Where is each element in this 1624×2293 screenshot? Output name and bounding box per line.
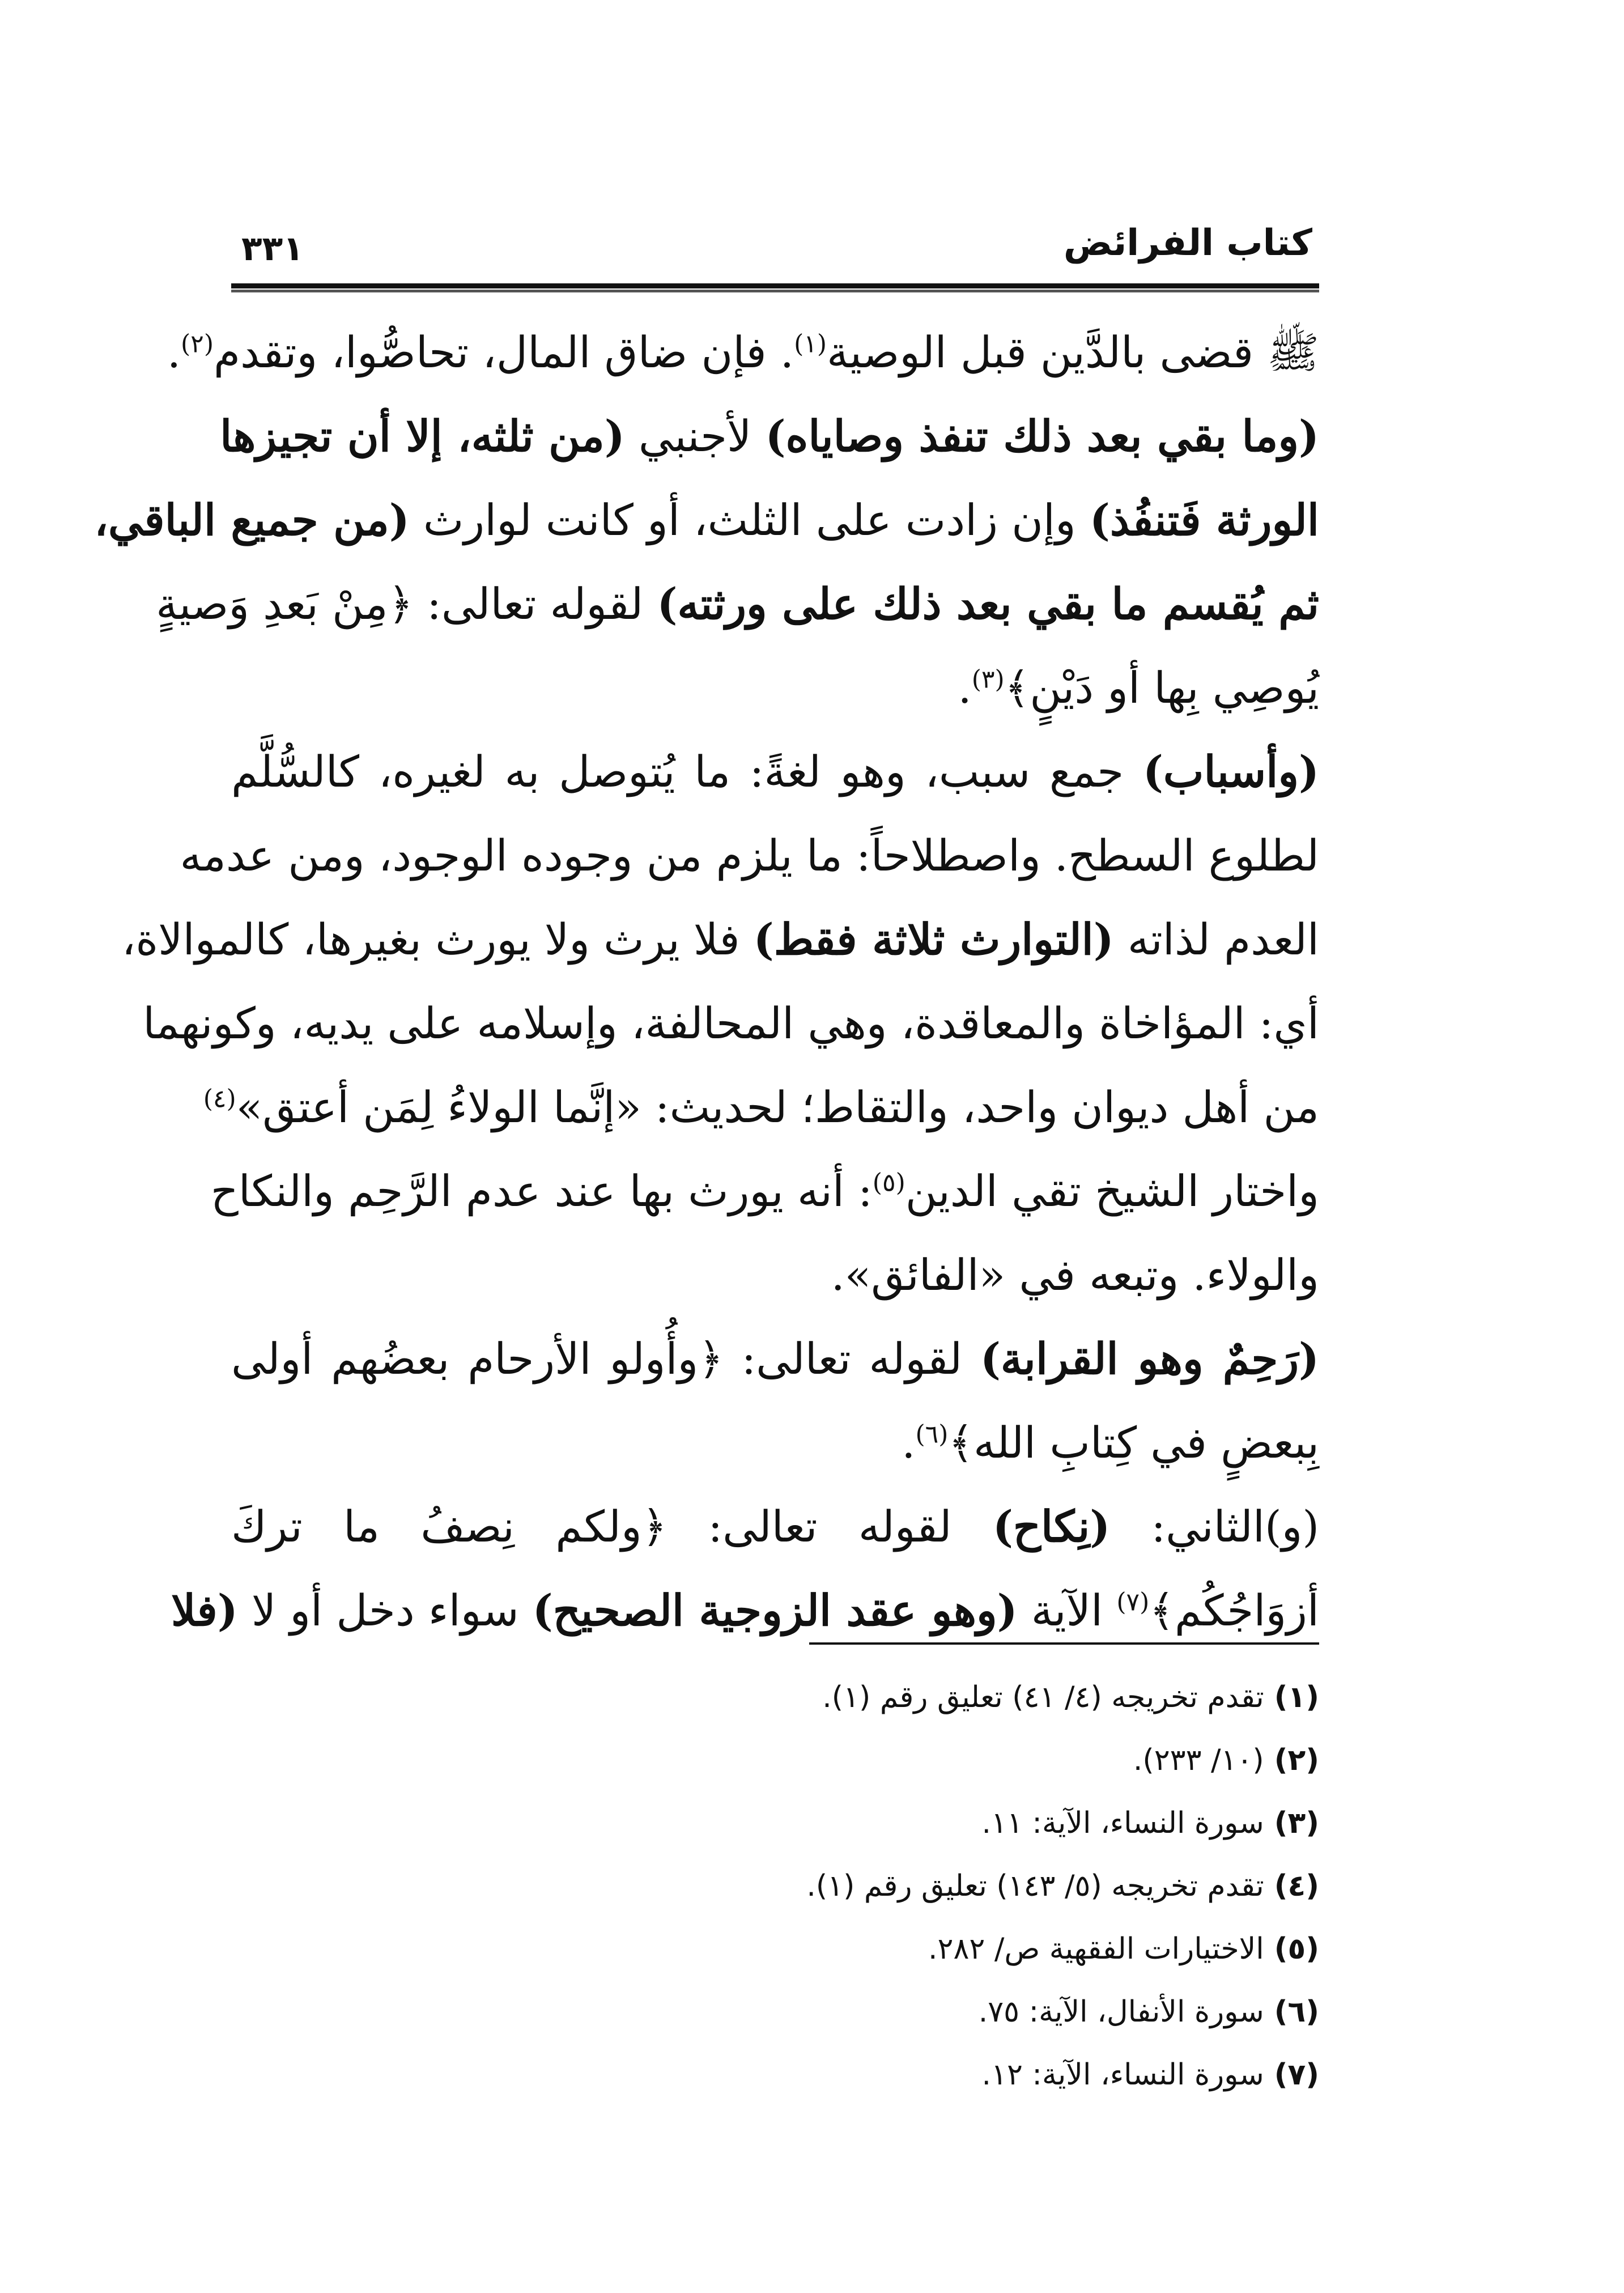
text-segment: الآية bbox=[1017, 1585, 1117, 1636]
footnote-number: (١) bbox=[1274, 1680, 1319, 1714]
page-number: ٣٣١ bbox=[241, 229, 304, 269]
footnote-text: تقدم تخريجه (٥/ ١٤٣) تعليق رقم (١). bbox=[806, 1869, 1264, 1903]
text-line bbox=[171, 1569, 1319, 1653]
footnote-number: (٢) bbox=[1274, 1743, 1319, 1777]
text-segment: والولاء. وتبعه في «الفائق». bbox=[831, 1250, 1319, 1300]
text-line bbox=[167, 311, 1319, 394]
text-segment: . bbox=[958, 663, 972, 713]
footnote-marker: (١) bbox=[794, 329, 827, 359]
text-line bbox=[143, 982, 1319, 1065]
footnote-text: سورة الأنفال، الآية: ٧٥. bbox=[978, 1995, 1264, 2029]
text-segment: (من ثلثه، إلا أن تجيزها bbox=[220, 411, 625, 461]
text-segment: لأجنبي bbox=[624, 411, 766, 461]
footnote-marker: (٤) bbox=[203, 1084, 236, 1114]
text-segment: سواء دخل أو لا bbox=[237, 1585, 533, 1636]
text-segment: (وهو عقد الزوجية الصحيح) bbox=[532, 1585, 1018, 1636]
text-segment: لقوله تعالى: ﴿مِنْ بَعدِ وَصيةٍ bbox=[156, 579, 657, 629]
text-segment: العدم لذاته bbox=[1113, 914, 1319, 965]
footnote-marker: (٣) bbox=[971, 665, 1005, 694]
text-line bbox=[121, 898, 1319, 982]
footnote bbox=[515, 1981, 1319, 2044]
footnote bbox=[515, 1918, 1319, 1981]
text-segment: وإن زادت على الثلث، أو كانت لوارث bbox=[409, 495, 1090, 545]
text-line bbox=[203, 1065, 1319, 1149]
footnote bbox=[515, 2044, 1319, 2107]
footnote-separator bbox=[809, 1642, 1319, 1645]
footnote-number: (٥) bbox=[1274, 1932, 1319, 1966]
text-segment: (التوارث ثلاثة فقط) bbox=[753, 914, 1114, 965]
text-segment: . bbox=[167, 327, 181, 377]
footnote-text: (١٠/ ٢٣٣). bbox=[1133, 1743, 1264, 1777]
footnote-text: سورة النساء، الآية: ١٢. bbox=[981, 2058, 1264, 2092]
footnote-marker: (٥) bbox=[872, 1168, 905, 1198]
footnote bbox=[515, 1855, 1319, 1918]
header-rule bbox=[231, 283, 1319, 292]
footnote-marker: (٧) bbox=[1116, 1587, 1150, 1617]
text-segment: . bbox=[902, 1417, 916, 1468]
text-line bbox=[180, 814, 1319, 898]
text-segment: لطلوع السطح. واصطلاحاً: ما يلزم من وجوده الوجود، ومن عدمه bbox=[180, 830, 1319, 881]
footnote bbox=[515, 1729, 1319, 1792]
text-line bbox=[231, 1401, 1319, 1485]
text-segment: (وما بقي بعد ذلك تنفذ وصاياه) bbox=[765, 411, 1319, 461]
text-segment: ﷺ قضى بالدَّين قبل الوصية bbox=[827, 327, 1319, 377]
footnote-number: (٤) bbox=[1274, 1869, 1319, 1903]
text-segment: (و)الثاني: bbox=[1110, 1501, 1320, 1552]
text-segment: . فإن ضاق المال، تحاصُّوا، وتقدم bbox=[213, 327, 794, 377]
text-segment: (رَحِمٌ وهو القرابة) bbox=[980, 1334, 1320, 1384]
text-segment: : أنه يورث بها عند عدم الرَّحِم والنكاح bbox=[210, 1166, 873, 1216]
text-line bbox=[94, 478, 1319, 562]
text-segment: جمع سبب، وهو لغةً: ما يُتوصل به لغيره، كالسُّلَّم bbox=[231, 746, 1143, 797]
footnote bbox=[515, 1792, 1319, 1855]
text-line bbox=[231, 646, 1319, 730]
footnotes bbox=[515, 1666, 1319, 2107]
text-line bbox=[156, 562, 1319, 646]
footnote-marker: (٦) bbox=[915, 1420, 949, 1449]
text-segment: ثم يُقسم ما بقي بعد ذلك على ورثته) bbox=[657, 579, 1319, 629]
text-segment: أزوَاجُكُم﴾ bbox=[1149, 1585, 1319, 1636]
footnote-number: (٦) bbox=[1274, 1995, 1319, 2029]
text-segment: فلا يرث ولا يورث بغيرها، كالموالاة، bbox=[121, 914, 754, 965]
text-segment: بِبعضٍ في كِتابِ الله﴾ bbox=[948, 1417, 1319, 1468]
text-segment: (فلا bbox=[171, 1585, 238, 1636]
footnote-number: (٣) bbox=[1274, 1806, 1319, 1840]
text-segment: أي: المؤاخاة والمعاقدة، وهي المحالفة، وإسلامه على يديه، وكونهما bbox=[143, 998, 1319, 1048]
footnote-number: (٧) bbox=[1274, 2058, 1319, 2092]
chapter-title: كتاب الفرائض bbox=[1063, 222, 1312, 264]
footnote-text: سورة النساء، الآية: ١١. bbox=[981, 1806, 1264, 1840]
body-text bbox=[94, 311, 1320, 1653]
text-segment: لقوله تعالى: ﴿ولكم نِصفُ ما تركَ bbox=[231, 1501, 993, 1552]
text-segment: (وأسباب) bbox=[1142, 746, 1319, 797]
text-line bbox=[231, 1317, 1319, 1401]
text-segment: يُوصِي بِها أو دَيْنٍ﴾ bbox=[1004, 663, 1319, 713]
text-line bbox=[220, 394, 1319, 478]
footnote-marker: (٢) bbox=[181, 329, 214, 359]
footnote-text: تقدم تخريجه (٤/ ٤١) تعليق رقم (١). bbox=[822, 1680, 1264, 1714]
text-line bbox=[231, 1233, 1319, 1317]
text-line bbox=[231, 730, 1319, 814]
footnote-text: الاختيارات الفقهية ص/ ٢٨٢. bbox=[928, 1932, 1264, 1966]
text-line bbox=[231, 1485, 1319, 1569]
text-segment: واختار الشيخ تقي الدين bbox=[905, 1166, 1319, 1216]
text-segment: (من جميع الباقي، bbox=[94, 495, 410, 545]
text-segment: من أهل ديوان واحد، والتقاط؛ لحديث: «إنَّما الولاءُ لِمَن أعتق» bbox=[236, 1082, 1319, 1132]
footnote bbox=[515, 1666, 1319, 1729]
text-segment: الورثة فَتنفُذ) bbox=[1089, 495, 1319, 545]
text-line bbox=[210, 1149, 1319, 1233]
text-segment: (نِكاح) bbox=[992, 1501, 1111, 1552]
running-header bbox=[231, 222, 1319, 273]
text-segment: لقوله تعالى: ﴿وأُولو الأرحام بعضُهم أولى bbox=[231, 1334, 980, 1384]
